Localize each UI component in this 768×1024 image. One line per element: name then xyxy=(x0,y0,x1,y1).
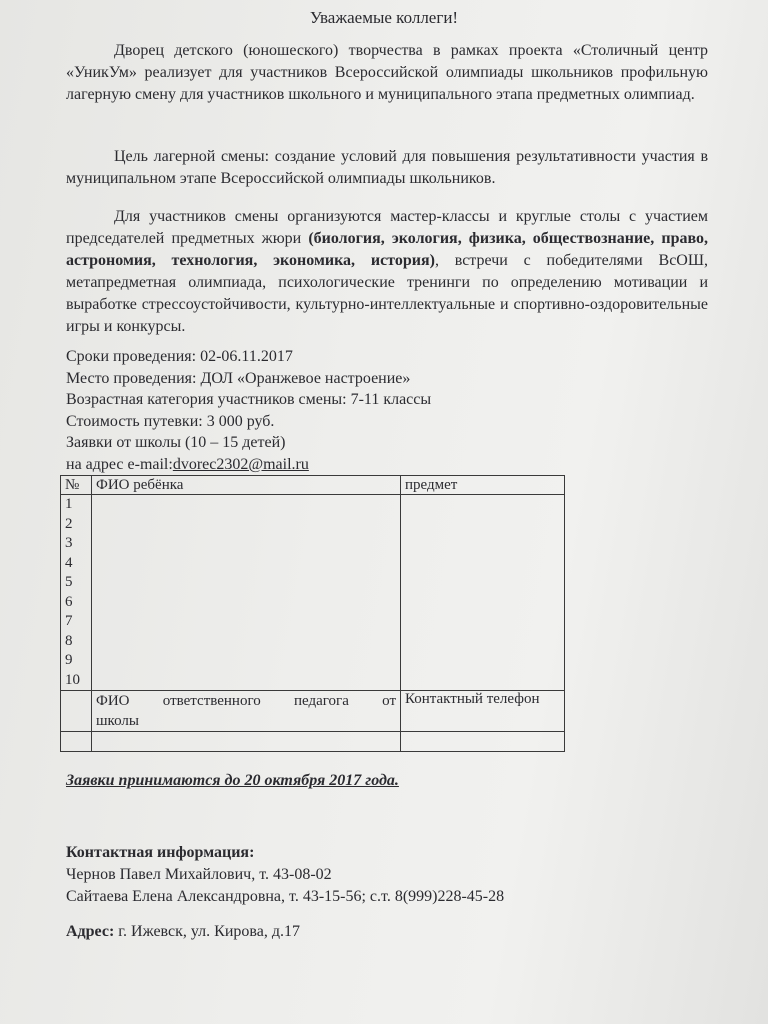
address-label: Адрес: xyxy=(66,923,115,940)
paragraph-program-subjects: (биология, экология, физика, обществознание, право, астрономия, технология, экономика, история) xyxy=(66,230,709,269)
phone-label-cell: Контактный телефон xyxy=(401,691,565,732)
row-number: 9 xyxy=(65,652,73,668)
email-link[interactable]: dvorec2302@mail.ru xyxy=(172,455,309,473)
address-value: г. Ижевск, ул. Кирова, д.17 xyxy=(114,923,300,940)
paragraph-goal xyxy=(66,146,708,190)
greeting: Уважаемые коллеги! xyxy=(309,8,459,27)
paragraph-intro xyxy=(66,40,708,106)
table-header-row xyxy=(61,476,565,495)
row-number: 7 xyxy=(65,613,73,629)
row-numbers-cell xyxy=(61,495,92,691)
row-number: 1 xyxy=(65,496,73,512)
paragraph-program-start: Для участников смены организуются мастер-классы и круглые столы с участием председателей предметных жюри xyxy=(66,208,708,247)
deadline-notice: Заявки принимаются до 20 октября 2017 года. xyxy=(66,772,399,789)
row-number: 8 xyxy=(65,632,73,649)
paragraph-goal-text: Цель лагерной смены: создание условий для повышения результативности участия в муниципальном этапе Всероссийской олимпиады школьников. xyxy=(66,148,708,187)
row-number: 6 xyxy=(65,593,73,610)
row-number: 5 xyxy=(65,574,73,590)
table-row xyxy=(61,495,565,691)
contact-person-1: Чернов Павел Михайлович, т. 43-08-02 xyxy=(66,866,332,883)
row-number: 4 xyxy=(65,554,73,571)
row-number: 3 xyxy=(65,535,73,551)
paragraph-intro-text: Дворец детского (юношеского) творчества в рамках проекта «Столичный центр «УникУм» реализует для участников Всероссийской олимпиады школьников профильную лагерную смену для участников школьного и муниципального этапа предметных олимпиад. xyxy=(66,42,708,103)
empty-cell xyxy=(61,732,92,752)
registration-table xyxy=(60,475,565,752)
paragraph-program xyxy=(66,206,708,338)
fact-email-line xyxy=(66,454,666,476)
teacher-label-line1: ФИО ответственного педагога от xyxy=(96,693,396,709)
column-header-number: № xyxy=(61,476,92,495)
table-row xyxy=(61,691,565,732)
fact-dates: Сроки проведения: 02-06.11.2017 xyxy=(66,348,293,365)
fact-cost: Стоимость путевки: 3 000 руб. xyxy=(66,412,275,430)
contact-info xyxy=(66,842,504,908)
fact-applications: Заявки от школы (10 – 15 детей) xyxy=(66,434,286,452)
fact-place: Место проведения: ДОЛ «Оранжевое настроение» xyxy=(66,369,411,387)
empty-cell xyxy=(61,691,92,732)
contact-person-2: Сайтаева Елена Александровна, т. 43-15-56; с.т. 8(999)228-45-28 xyxy=(66,888,505,905)
child-names-cell[interactable] xyxy=(92,495,401,691)
column-header-child-name: ФИО ребёнка xyxy=(92,476,401,495)
teacher-label-cell xyxy=(92,691,401,732)
contact-heading: Контактная информация: xyxy=(66,844,255,861)
fact-email-prefix: на адрес e-mail: xyxy=(66,455,173,473)
column-header-subject: предмет xyxy=(401,476,565,495)
event-facts xyxy=(66,346,666,476)
row-number: 2 xyxy=(65,515,73,532)
address xyxy=(66,923,300,941)
subjects-cell[interactable] xyxy=(401,495,565,691)
teacher-label-line2: школы xyxy=(96,713,139,729)
teacher-phone-cell[interactable] xyxy=(401,732,565,752)
teacher-name-cell[interactable] xyxy=(92,732,401,752)
paragraph-program-end: , встречи с победителями ВсОШ, метапредметная олимпиада, психологические тренинги по определению мотивации и выработке стрессоустойчивости, культурно-интеллектуальные и спортивно-оздоровительные игры и конкурсы. xyxy=(66,252,709,335)
row-number: 10 xyxy=(65,671,80,688)
table-row xyxy=(61,732,565,752)
fact-age: Возрастная категория участников смены: 7-11 классы xyxy=(66,391,432,409)
